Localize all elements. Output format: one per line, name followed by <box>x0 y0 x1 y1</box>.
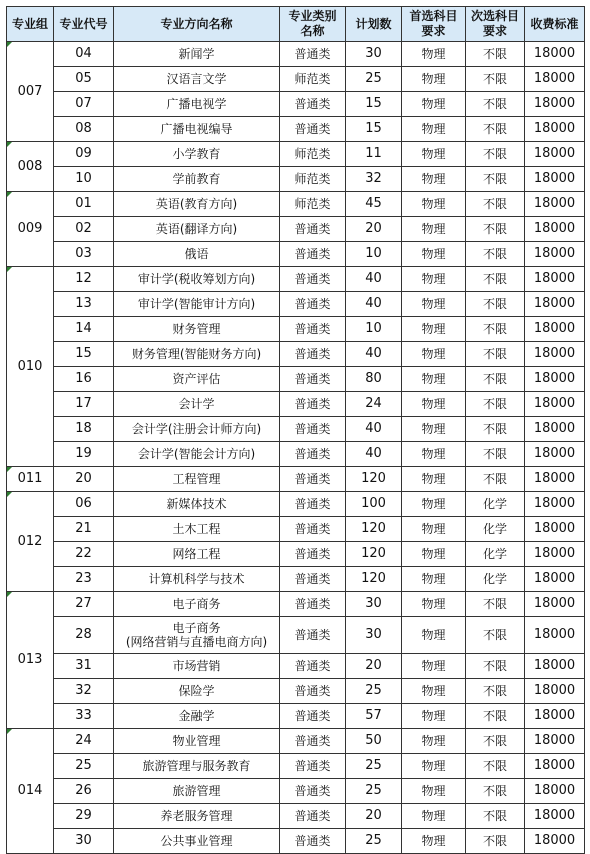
major-code-cell: 30 <box>54 829 114 854</box>
category-cell: 普通类 <box>280 217 346 242</box>
second-subject-cell: 不限 <box>466 392 525 417</box>
major-name-cell: 金融学 <box>114 704 280 729</box>
major-name-cell: 新媒体技术 <box>114 492 280 517</box>
group-label: 008 <box>17 158 43 174</box>
table-row <box>7 292 585 317</box>
group-label: 011 <box>17 471 43 486</box>
group-cell <box>7 267 54 467</box>
category-cell: 普通类 <box>280 292 346 317</box>
category-cell: 普通类 <box>280 679 346 704</box>
major-name-cell: 旅游管理与服务教育 <box>114 754 280 779</box>
table-row <box>7 317 585 342</box>
corner-mark-icon <box>7 192 12 197</box>
second-subject-cell: 不限 <box>466 592 525 617</box>
table-row <box>7 342 585 367</box>
header-second-subject: 次选科目 要求 <box>466 7 525 42</box>
major-name-cell: 电子商务 <box>114 592 280 617</box>
major-name-cell: 市场营销 <box>114 654 280 679</box>
major-code-cell: 25 <box>54 754 114 779</box>
category-cell: 普通类 <box>280 317 346 342</box>
major-name-cell: 网络工程 <box>114 542 280 567</box>
first-subject-cell: 物理 <box>402 542 466 567</box>
first-subject-cell: 物理 <box>402 592 466 617</box>
fee-cell: 18000 <box>525 754 585 779</box>
first-subject-cell: 物理 <box>402 292 466 317</box>
admission-plan-table <box>6 6 585 854</box>
table-row <box>7 567 585 592</box>
category-cell: 普通类 <box>280 342 346 367</box>
major-name-cell: 汉语言文学 <box>114 67 280 92</box>
major-code-cell: 21 <box>54 517 114 542</box>
fee-cell: 18000 <box>525 117 585 142</box>
category-cell: 普通类 <box>280 417 346 442</box>
plan-count-cell: 50 <box>346 729 402 754</box>
group-cell <box>7 492 54 592</box>
major-name-cell: 旅游管理 <box>114 779 280 804</box>
fee-cell: 18000 <box>525 67 585 92</box>
plan-count-cell: 32 <box>346 167 402 192</box>
category-cell: 师范类 <box>280 167 346 192</box>
first-subject-cell: 物理 <box>402 754 466 779</box>
table-row <box>7 829 585 854</box>
group-label: 014 <box>17 783 43 798</box>
second-subject-cell: 不限 <box>466 92 525 117</box>
fee-cell: 18000 <box>525 542 585 567</box>
table-row <box>7 217 585 242</box>
major-code-cell: 28 <box>54 617 114 654</box>
second-subject-cell: 不限 <box>466 217 525 242</box>
first-subject-cell: 物理 <box>402 829 466 854</box>
table-row <box>7 167 585 192</box>
plan-count-cell: 40 <box>346 292 402 317</box>
category-cell: 普通类 <box>280 804 346 829</box>
major-code-cell: 17 <box>54 392 114 417</box>
first-subject-cell: 物理 <box>402 267 466 292</box>
first-subject-cell: 物理 <box>402 92 466 117</box>
table-body <box>7 42 585 854</box>
second-subject-cell: 不限 <box>466 417 525 442</box>
category-cell: 普通类 <box>280 592 346 617</box>
major-name-cell: 资产评估 <box>114 367 280 392</box>
first-subject-cell: 物理 <box>402 467 466 492</box>
admission-plan-table-container <box>6 6 584 848</box>
first-subject-cell: 物理 <box>402 492 466 517</box>
fee-cell: 18000 <box>525 517 585 542</box>
first-subject-cell: 物理 <box>402 779 466 804</box>
plan-count-cell: 40 <box>346 267 402 292</box>
first-subject-cell: 物理 <box>402 192 466 217</box>
plan-count-cell: 25 <box>346 829 402 854</box>
plan-count-cell: 40 <box>346 417 402 442</box>
major-name-cell: 广播电视编导 <box>114 117 280 142</box>
major-code-cell: 33 <box>54 704 114 729</box>
plan-count-cell: 25 <box>346 754 402 779</box>
table-row <box>7 804 585 829</box>
major-name-cell: 保险学 <box>114 679 280 704</box>
header-code: 专业代号 <box>54 7 114 42</box>
major-name-cell: 会计学(注册会计师方向) <box>114 417 280 442</box>
major-name-cell: 养老服务管理 <box>114 804 280 829</box>
plan-count-cell: 120 <box>346 467 402 492</box>
major-code-cell: 31 <box>54 654 114 679</box>
major-code-cell: 14 <box>54 317 114 342</box>
corner-mark-icon <box>7 467 12 472</box>
first-subject-cell: 物理 <box>402 654 466 679</box>
fee-cell: 18000 <box>525 779 585 804</box>
major-code-cell: 15 <box>54 342 114 367</box>
major-name-cell: 广播电视学 <box>114 92 280 117</box>
plan-count-cell: 25 <box>346 67 402 92</box>
major-name-cell: 会计学 <box>114 392 280 417</box>
major-code-cell: 26 <box>54 779 114 804</box>
table-row <box>7 142 585 167</box>
plan-count-cell: 20 <box>346 804 402 829</box>
major-name-cell: 审计学(税收筹划方向) <box>114 267 280 292</box>
major-code-cell: 12 <box>54 267 114 292</box>
group-label: 007 <box>17 83 43 99</box>
major-name-cell: 工程管理 <box>114 467 280 492</box>
header-plan: 计划数 <box>346 7 402 42</box>
group-label: 009 <box>17 221 43 236</box>
second-subject-cell: 不限 <box>466 442 525 467</box>
second-subject-cell: 不限 <box>466 617 525 654</box>
first-subject-cell: 物理 <box>402 417 466 442</box>
plan-count-cell: 10 <box>346 317 402 342</box>
second-subject-cell: 不限 <box>466 729 525 754</box>
second-subject-cell: 不限 <box>466 192 525 217</box>
second-subject-cell: 不限 <box>466 704 525 729</box>
category-cell: 普通类 <box>280 729 346 754</box>
second-subject-cell: 不限 <box>466 367 525 392</box>
category-cell: 普通类 <box>280 442 346 467</box>
first-subject-cell: 物理 <box>402 317 466 342</box>
fee-cell: 18000 <box>525 567 585 592</box>
table-row <box>7 704 585 729</box>
major-code-cell: 03 <box>54 242 114 267</box>
table-row <box>7 267 585 292</box>
fee-cell: 18000 <box>525 592 585 617</box>
second-subject-cell: 不限 <box>466 67 525 92</box>
fee-cell: 18000 <box>525 167 585 192</box>
category-cell: 普通类 <box>280 242 346 267</box>
major-code-cell: 20 <box>54 467 114 492</box>
plan-count-cell: 15 <box>346 92 402 117</box>
category-cell: 普通类 <box>280 517 346 542</box>
table-row <box>7 417 585 442</box>
major-name-cell: 英语(翻译方向) <box>114 217 280 242</box>
fee-cell: 18000 <box>525 417 585 442</box>
fee-cell: 18000 <box>525 654 585 679</box>
table-row <box>7 367 585 392</box>
table-row <box>7 779 585 804</box>
group-label: 010 <box>17 358 43 374</box>
corner-mark-icon <box>7 42 12 47</box>
first-subject-cell: 物理 <box>402 517 466 542</box>
category-cell: 普通类 <box>280 829 346 854</box>
fee-cell: 18000 <box>525 42 585 67</box>
category-cell: 普通类 <box>280 92 346 117</box>
category-cell: 普通类 <box>280 617 346 654</box>
second-subject-cell: 不限 <box>466 779 525 804</box>
first-subject-cell: 物理 <box>402 242 466 267</box>
major-code-cell: 09 <box>54 142 114 167</box>
first-subject-cell: 物理 <box>402 217 466 242</box>
second-subject-cell: 不限 <box>466 342 525 367</box>
major-code-cell: 32 <box>54 679 114 704</box>
category-cell: 普通类 <box>280 267 346 292</box>
group-cell <box>7 467 54 492</box>
table-row <box>7 67 585 92</box>
table-row <box>7 679 585 704</box>
second-subject-cell: 不限 <box>466 142 525 167</box>
fee-cell: 18000 <box>525 729 585 754</box>
category-cell: 普通类 <box>280 42 346 67</box>
major-name-cell: 物业管理 <box>114 729 280 754</box>
first-subject-cell: 物理 <box>402 342 466 367</box>
major-code-cell: 02 <box>54 217 114 242</box>
plan-count-cell: 40 <box>346 342 402 367</box>
first-subject-cell: 物理 <box>402 167 466 192</box>
category-cell: 普通类 <box>280 654 346 679</box>
table-row <box>7 467 585 492</box>
major-name-cell: 土木工程 <box>114 517 280 542</box>
major-code-cell: 23 <box>54 567 114 592</box>
first-subject-cell: 物理 <box>402 679 466 704</box>
plan-count-cell: 15 <box>346 117 402 142</box>
fee-cell: 18000 <box>525 679 585 704</box>
major-name-cell <box>114 617 280 654</box>
group-cell <box>7 192 54 267</box>
major-code-cell: 18 <box>54 417 114 442</box>
plan-count-cell: 100 <box>346 492 402 517</box>
header-name: 专业方向名称 <box>114 7 280 42</box>
second-subject-cell: 不限 <box>466 117 525 142</box>
first-subject-cell: 物理 <box>402 367 466 392</box>
group-label: 012 <box>17 533 43 549</box>
fee-cell: 18000 <box>525 617 585 654</box>
major-name-cell: 财务管理(智能财务方向) <box>114 342 280 367</box>
category-cell: 普通类 <box>280 467 346 492</box>
plan-count-cell: 57 <box>346 704 402 729</box>
major-code-cell: 16 <box>54 367 114 392</box>
major-name-cell: 审计学(智能审计方向) <box>114 292 280 317</box>
corner-mark-icon <box>7 142 12 147</box>
second-subject-cell: 化学 <box>466 517 525 542</box>
second-subject-cell: 不限 <box>466 167 525 192</box>
fee-cell: 18000 <box>525 292 585 317</box>
header-group: 专业组 <box>7 7 54 42</box>
major-name-cell: 俄语 <box>114 242 280 267</box>
fee-cell: 18000 <box>525 492 585 517</box>
first-subject-cell: 物理 <box>402 42 466 67</box>
corner-mark-icon <box>7 729 12 734</box>
group-label: 013 <box>17 652 43 667</box>
category-cell: 师范类 <box>280 67 346 92</box>
major-code-cell: 05 <box>54 67 114 92</box>
plan-count-cell: 120 <box>346 567 402 592</box>
fee-cell: 18000 <box>525 192 585 217</box>
category-cell: 普通类 <box>280 492 346 517</box>
first-subject-cell: 物理 <box>402 392 466 417</box>
second-subject-cell: 化学 <box>466 492 525 517</box>
major-name-cell: 财务管理 <box>114 317 280 342</box>
second-subject-cell: 不限 <box>466 679 525 704</box>
second-subject-cell: 不限 <box>466 292 525 317</box>
first-subject-cell: 物理 <box>402 617 466 654</box>
group-cell <box>7 142 54 192</box>
table-row <box>7 542 585 567</box>
fee-cell: 18000 <box>525 92 585 117</box>
major-name-cell: 小学教育 <box>114 142 280 167</box>
table-header-row <box>7 7 585 42</box>
fee-cell: 18000 <box>525 267 585 292</box>
category-cell: 普通类 <box>280 367 346 392</box>
fee-cell: 18000 <box>525 317 585 342</box>
table-row <box>7 117 585 142</box>
fee-cell: 18000 <box>525 804 585 829</box>
fee-cell: 18000 <box>525 442 585 467</box>
major-code-cell: 24 <box>54 729 114 754</box>
table-row <box>7 729 585 754</box>
second-subject-cell: 不限 <box>466 267 525 292</box>
header-fee: 收费标准 <box>525 7 585 42</box>
major-name-cell: 英语(教育方向) <box>114 192 280 217</box>
second-subject-cell: 不限 <box>466 829 525 854</box>
major-name-cell: 学前教育 <box>114 167 280 192</box>
table-row <box>7 442 585 467</box>
first-subject-cell: 物理 <box>402 142 466 167</box>
major-code-cell: 07 <box>54 92 114 117</box>
major-code-cell: 22 <box>54 542 114 567</box>
category-cell: 师范类 <box>280 142 346 167</box>
fee-cell: 18000 <box>525 367 585 392</box>
fee-cell: 18000 <box>525 142 585 167</box>
second-subject-cell: 不限 <box>466 42 525 67</box>
group-cell <box>7 592 54 729</box>
fee-cell: 18000 <box>525 392 585 417</box>
fee-cell: 18000 <box>525 217 585 242</box>
table-row <box>7 42 585 67</box>
category-cell: 普通类 <box>280 542 346 567</box>
second-subject-cell: 化学 <box>466 567 525 592</box>
corner-mark-icon <box>7 492 12 497</box>
second-subject-cell: 不限 <box>466 804 525 829</box>
table-row <box>7 592 585 617</box>
fee-cell: 18000 <box>525 467 585 492</box>
table-row <box>7 617 585 654</box>
major-name-cell: 新闻学 <box>114 42 280 67</box>
second-subject-cell: 化学 <box>466 542 525 567</box>
fee-cell: 18000 <box>525 342 585 367</box>
plan-count-cell: 30 <box>346 617 402 654</box>
plan-count-cell: 80 <box>346 367 402 392</box>
major-name-cell: 会计学(智能会计方向) <box>114 442 280 467</box>
second-subject-cell: 不限 <box>466 242 525 267</box>
category-cell: 普通类 <box>280 779 346 804</box>
plan-count-cell: 25 <box>346 779 402 804</box>
group-cell <box>7 42 54 142</box>
major-code-cell: 13 <box>54 292 114 317</box>
category-cell: 普通类 <box>280 754 346 779</box>
fee-cell: 18000 <box>525 829 585 854</box>
plan-count-cell: 25 <box>346 679 402 704</box>
major-name-line1: 电子商务 <box>172 621 221 635</box>
major-name-cell: 公共事业管理 <box>114 829 280 854</box>
table-row <box>7 92 585 117</box>
second-subject-cell: 不限 <box>466 317 525 342</box>
first-subject-cell: 物理 <box>402 567 466 592</box>
major-name-line2: (网络营销与直播电商方向) <box>125 635 268 649</box>
category-cell: 师范类 <box>280 192 346 217</box>
plan-count-cell: 24 <box>346 392 402 417</box>
plan-count-cell: 11 <box>346 142 402 167</box>
first-subject-cell: 物理 <box>402 442 466 467</box>
major-code-cell: 08 <box>54 117 114 142</box>
plan-count-cell: 40 <box>346 442 402 467</box>
table-row <box>7 754 585 779</box>
table-row <box>7 654 585 679</box>
major-code-cell: 29 <box>54 804 114 829</box>
plan-count-cell: 120 <box>346 542 402 567</box>
second-subject-cell: 不限 <box>466 654 525 679</box>
header-category: 专业类别 名称 <box>280 7 346 42</box>
category-cell: 普通类 <box>280 704 346 729</box>
fee-cell: 18000 <box>525 242 585 267</box>
fee-cell: 18000 <box>525 704 585 729</box>
corner-mark-icon <box>7 267 12 272</box>
first-subject-cell: 物理 <box>402 117 466 142</box>
plan-count-cell: 20 <box>346 217 402 242</box>
major-code-cell: 06 <box>54 492 114 517</box>
category-cell: 普通类 <box>280 392 346 417</box>
plan-count-cell: 30 <box>346 592 402 617</box>
header-first-subject: 首选科目 要求 <box>402 7 466 42</box>
corner-mark-icon <box>7 592 12 597</box>
major-code-cell: 10 <box>54 167 114 192</box>
second-subject-cell: 不限 <box>466 467 525 492</box>
plan-count-cell: 120 <box>346 517 402 542</box>
category-cell: 普通类 <box>280 567 346 592</box>
table-row <box>7 517 585 542</box>
major-code-cell: 19 <box>54 442 114 467</box>
plan-count-cell: 20 <box>346 654 402 679</box>
major-code-cell: 04 <box>54 42 114 67</box>
first-subject-cell: 物理 <box>402 704 466 729</box>
major-name-cell: 计算机科学与技术 <box>114 567 280 592</box>
first-subject-cell: 物理 <box>402 729 466 754</box>
category-cell: 普通类 <box>280 117 346 142</box>
major-code-cell: 27 <box>54 592 114 617</box>
group-cell <box>7 729 54 854</box>
first-subject-cell: 物理 <box>402 67 466 92</box>
plan-count-cell: 45 <box>346 192 402 217</box>
plan-count-cell: 30 <box>346 42 402 67</box>
plan-count-cell: 10 <box>346 242 402 267</box>
second-subject-cell: 不限 <box>466 754 525 779</box>
first-subject-cell: 物理 <box>402 804 466 829</box>
table-row <box>7 242 585 267</box>
table-row <box>7 492 585 517</box>
table-row <box>7 392 585 417</box>
major-code-cell: 01 <box>54 192 114 217</box>
table-row <box>7 192 585 217</box>
